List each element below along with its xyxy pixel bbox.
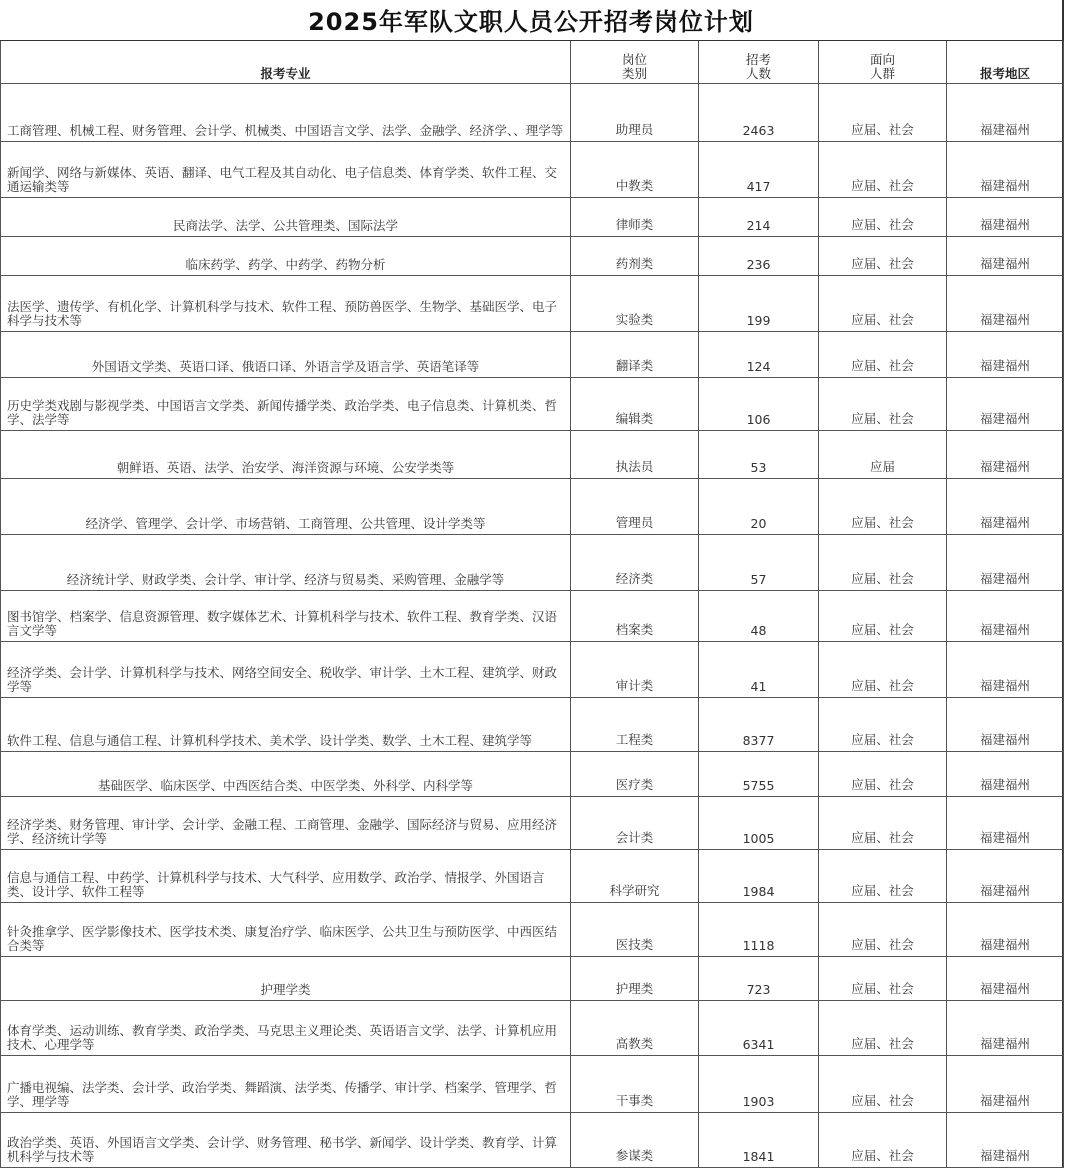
table-row <box>1 752 1064 797</box>
audience-cell: 应届、社会 <box>819 642 947 698</box>
category-cell: 护理类 <box>571 957 699 1001</box>
category-cell: 高教类 <box>571 1001 699 1056</box>
header-category <box>571 41 699 84</box>
category-cell: 药剂类 <box>571 237 699 276</box>
major-cell: 经济学、管理学、会计学、市场营销、工商管理、公共管理、设计学类等 <box>1 479 571 535</box>
header-audience-line1: 面向 <box>869 52 895 67</box>
table-row <box>1 198 1064 237</box>
region-cell: 福建福州 <box>947 1113 1064 1168</box>
header-audience <box>819 41 947 84</box>
region-cell: 福建福州 <box>947 698 1064 752</box>
header-region: 报考地区 <box>947 41 1064 84</box>
table-row <box>1 903 1064 957</box>
count-cell: 41 <box>699 642 819 698</box>
header-category-line2: 类别 <box>621 66 647 81</box>
category-cell: 干事类 <box>571 1056 699 1113</box>
table-row <box>1 378 1064 431</box>
category-cell: 执法员 <box>571 431 699 479</box>
region-cell: 福建福州 <box>947 276 1064 332</box>
region-cell: 福建福州 <box>947 1001 1064 1056</box>
audience-cell: 应届 <box>819 431 947 479</box>
count-cell: 106 <box>699 378 819 431</box>
count-cell: 8377 <box>699 698 819 752</box>
region-cell: 福建福州 <box>947 850 1064 903</box>
major-cell: 经济学类、会计学、计算机科学与技术、网络空间安全、税收学、审计学、土木工程、建筑学、财政学等 <box>1 642 571 698</box>
audience-cell: 应届、社会 <box>819 1056 947 1113</box>
count-cell: 1903 <box>699 1056 819 1113</box>
region-cell: 福建福州 <box>947 591 1064 642</box>
audience-cell: 应届、社会 <box>819 1113 947 1168</box>
major-cell: 软件工程、信息与通信工程、计算机科学技术、美术学、设计学类、数学、土木工程、建筑学等 <box>1 698 571 752</box>
table-row <box>1 237 1064 276</box>
audience-cell: 应届、社会 <box>819 479 947 535</box>
audience-cell: 应届、社会 <box>819 276 947 332</box>
category-cell: 中教类 <box>571 142 699 198</box>
audience-cell: 应届、社会 <box>819 591 947 642</box>
major-cell: 民商法学、法学、公共管理类、国际法学 <box>1 198 571 237</box>
region-cell: 福建福州 <box>947 642 1064 698</box>
category-cell: 经济类 <box>571 535 699 591</box>
page-title: 2025年军队文职人员公开招考岗位计划 <box>0 0 1062 41</box>
table-row <box>1 1001 1064 1056</box>
category-cell: 工程类 <box>571 698 699 752</box>
major-cell: 法医学、遗传学、有机化学、计算机科学与技术、软件工程、预防兽医学、生物学、基础医学、电子科学与技术等 <box>1 276 571 332</box>
audience-cell: 应届、社会 <box>819 535 947 591</box>
count-cell: 2463 <box>699 84 819 142</box>
table-row <box>1 591 1064 642</box>
major-cell: 朝鲜语、英语、法学、治安学、海洋资源与环境、公安学类等 <box>1 431 571 479</box>
table-row <box>1 1056 1064 1113</box>
region-cell: 福建福州 <box>947 142 1064 198</box>
table-row <box>1 84 1064 142</box>
major-cell: 针灸推拿学、医学影像技术、医学技术类、康复治疗学、临床医学、公共卫生与预防医学、中西医结合类等 <box>1 903 571 957</box>
category-cell: 审计类 <box>571 642 699 698</box>
region-cell: 福建福州 <box>947 957 1064 1001</box>
major-cell: 历史学类戏剧与影视学类、中国语言文学类、新闻传播学类、政治学类、电子信息类、计算机类、哲学、法学等 <box>1 378 571 431</box>
category-cell: 管理员 <box>571 479 699 535</box>
region-cell: 福建福州 <box>947 84 1064 142</box>
header-category-line1: 岗位 <box>621 52 647 67</box>
table-row <box>1 535 1064 591</box>
count-cell: 57 <box>699 535 819 591</box>
category-cell: 档案类 <box>571 591 699 642</box>
region-cell: 福建福州 <box>947 378 1064 431</box>
major-cell: 临床药学、药学、中药学、药物分析 <box>1 237 571 276</box>
audience-cell: 应届、社会 <box>819 378 947 431</box>
region-cell: 福建福州 <box>947 332 1064 378</box>
major-cell: 经济统计学、财政学类、会计学、审计学、经济与贸易类、采购管理、金融学等 <box>1 535 571 591</box>
region-cell: 福建福州 <box>947 237 1064 276</box>
count-cell: 1005 <box>699 797 819 850</box>
count-cell: 1984 <box>699 850 819 903</box>
category-cell: 实验类 <box>571 276 699 332</box>
count-cell: 6341 <box>699 1001 819 1056</box>
count-cell: 236 <box>699 237 819 276</box>
region-cell: 福建福州 <box>947 1056 1064 1113</box>
count-cell: 417 <box>699 142 819 198</box>
major-cell: 外国语文学类、英语口译、俄语口译、外语言学及语言学、英语笔译等 <box>1 332 571 378</box>
count-cell: 214 <box>699 198 819 237</box>
count-cell: 124 <box>699 332 819 378</box>
major-cell: 新闻学、网络与新媒体、英语、翻译、电气工程及其自动化、电子信息类、体育学类、软件工程、交通运输类等 <box>1 142 571 198</box>
positions-table <box>0 41 1064 1168</box>
table-row <box>1 479 1064 535</box>
count-cell: 1841 <box>699 1113 819 1168</box>
header-audience-line2: 人群 <box>869 66 895 81</box>
table-row <box>1 642 1064 698</box>
category-cell: 医技类 <box>571 903 699 957</box>
audience-cell: 应届、社会 <box>819 198 947 237</box>
region-cell: 福建福州 <box>947 903 1064 957</box>
audience-cell: 应届、社会 <box>819 84 947 142</box>
category-cell: 翻译类 <box>571 332 699 378</box>
table-row <box>1 276 1064 332</box>
audience-cell: 应届、社会 <box>819 1001 947 1056</box>
audience-cell: 应届、社会 <box>819 752 947 797</box>
audience-cell: 应届、社会 <box>819 797 947 850</box>
category-cell: 会计类 <box>571 797 699 850</box>
category-cell: 科学研究 <box>571 850 699 903</box>
audience-cell: 应届、社会 <box>819 142 947 198</box>
count-cell: 53 <box>699 431 819 479</box>
header-row <box>1 41 1064 84</box>
major-cell: 图书馆学、档案学、信息资源管理、数字媒体艺术、计算机科学与技术、软件工程、教育学类、汉语言文学等 <box>1 591 571 642</box>
major-cell: 工商管理、机械工程、财务管理、会计学、机械类、中国语言文学、法学、金融学、经济学、、理学等 <box>1 84 571 142</box>
header-major: 报考专业 <box>1 41 571 84</box>
major-cell: 体育学类、运动训练、教育学类、政治学类、马克思主义理论类、英语语言文学、法学、计算机应用技术、心理学等 <box>1 1001 571 1056</box>
audience-cell: 应届、社会 <box>819 850 947 903</box>
region-cell: 福建福州 <box>947 479 1064 535</box>
audience-cell: 应届、社会 <box>819 957 947 1001</box>
table-row <box>1 142 1064 198</box>
category-cell: 助理员 <box>571 84 699 142</box>
major-cell: 基础医学、临床医学、中西医结合类、中医学类、外科学、内科学等 <box>1 752 571 797</box>
count-cell: 199 <box>699 276 819 332</box>
count-cell: 48 <box>699 591 819 642</box>
header-count-line2: 人数 <box>745 66 771 81</box>
table-row <box>1 698 1064 752</box>
major-cell: 广播电视编、法学类、会计学、政治学类、舞蹈演、法学类、传播学、审计学、档案学、管理学、哲学、理学等 <box>1 1056 571 1113</box>
region-cell: 福建福州 <box>947 535 1064 591</box>
major-cell: 经济学类、财务管理、审计学、会计学、金融工程、工商管理、金融学、国际经济与贸易、应用经济学、经济统计学等 <box>1 797 571 850</box>
category-cell: 编辑类 <box>571 378 699 431</box>
audience-cell: 应届、社会 <box>819 698 947 752</box>
major-cell: 护理学类 <box>1 957 571 1001</box>
header-count <box>699 41 819 84</box>
table-row <box>1 957 1064 1001</box>
major-cell: 信息与通信工程、中药学、计算机科学与技术、大气科学、应用数学、政治学、情报学、外国语言类、设计学、软件工程等 <box>1 850 571 903</box>
count-cell: 723 <box>699 957 819 1001</box>
count-cell: 5755 <box>699 752 819 797</box>
category-cell: 参谋类 <box>571 1113 699 1168</box>
category-cell: 律师类 <box>571 198 699 237</box>
region-cell: 福建福州 <box>947 431 1064 479</box>
audience-cell: 应届、社会 <box>819 332 947 378</box>
category-cell: 医疗类 <box>571 752 699 797</box>
region-cell: 福建福州 <box>947 752 1064 797</box>
table-row <box>1 332 1064 378</box>
table-row <box>1 797 1064 850</box>
audience-cell: 应届、社会 <box>819 237 947 276</box>
count-cell: 1118 <box>699 903 819 957</box>
audience-cell: 应届、社会 <box>819 903 947 957</box>
region-cell: 福建福州 <box>947 198 1064 237</box>
table-row <box>1 850 1064 903</box>
major-cell: 政治学类、英语、外国语言文学类、会计学、财务管理、秘书学、新闻学、设计学类、教育学、计算机科学与技术等 <box>1 1113 571 1168</box>
count-cell: 20 <box>699 479 819 535</box>
region-cell: 福建福州 <box>947 797 1064 850</box>
table-row <box>1 1113 1064 1168</box>
header-count-line1: 招考 <box>745 52 771 67</box>
table-row <box>1 431 1064 479</box>
